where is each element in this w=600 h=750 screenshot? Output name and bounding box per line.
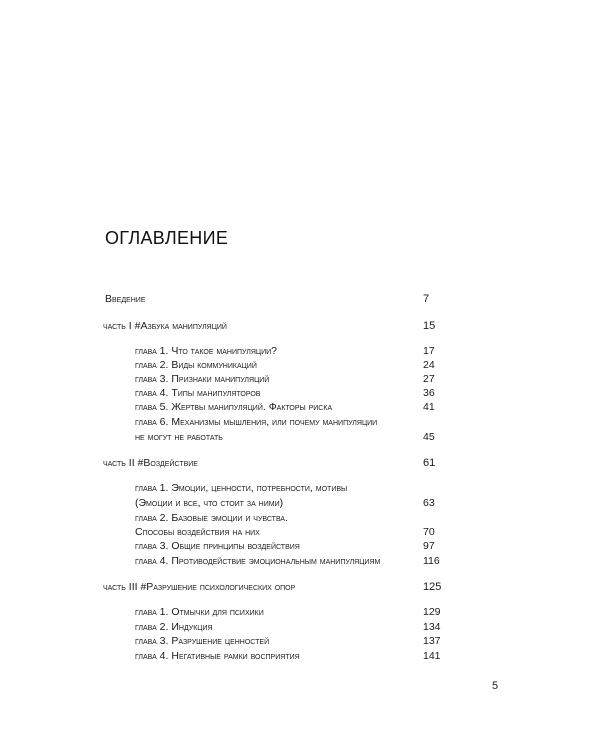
toc-entry-page: 97: [423, 540, 435, 552]
toc-entry-text: глава 2. Базовые эмоции и чувства.: [135, 512, 288, 524]
toc-entry-text: глава 3. Разрушение ценностей: [135, 635, 270, 647]
toc-entry-text: Введение: [105, 293, 146, 305]
toc-entry-text: не могут не работать: [135, 431, 223, 443]
toc-entry-text: часть III #Разрушение психологических опор: [103, 581, 296, 593]
toc-entry-page: 63: [423, 497, 435, 509]
toc-entry-text: глава 1. Эмоции, ценности, потребности, мотивы: [135, 482, 348, 494]
toc-entry-text: глава 1. Что такое манипуляции?: [135, 345, 277, 357]
toc-entry-page: 36: [423, 387, 435, 399]
toc-entry-text: глава 6. Механизмы мышления, или почему манипуляции: [135, 416, 378, 428]
toc-entry-page: 24: [423, 359, 435, 371]
toc-entry-text: глава 3. Признаки манипуляций: [135, 373, 270, 385]
toc-entry-text: часть I #Азбука манипуляций: [103, 320, 227, 332]
toc-entry-page: 141: [423, 650, 441, 662]
toc-entry-page: 17: [423, 345, 435, 357]
toc-entry-page: 70: [423, 526, 435, 538]
toc-entry-page: 134: [423, 621, 441, 633]
toc-entry-page: 15: [423, 320, 436, 332]
page-number: 5: [492, 680, 499, 692]
toc-entry-page: 61: [423, 457, 436, 469]
toc-entry-text: глава 2. Индукция: [135, 621, 213, 633]
page-title: ОГЛАВЛЕНИЕ: [105, 228, 229, 248]
toc-entry-text: глава 4. Типы манипуляторов: [135, 387, 261, 399]
toc-entry-text: глава 1. Отмычки для психики: [135, 606, 264, 618]
toc-entry-text: (Эмоции и все, что стоит за ними): [135, 497, 284, 509]
toc-entry-page: 27: [423, 373, 435, 385]
toc-entry-text: Способы воздействия на них: [135, 526, 260, 538]
toc-entry-text: глава 5. Жертвы манипуляций. Факторы риска: [135, 401, 333, 413]
toc-entry-page: 45: [423, 431, 435, 443]
toc-entry-page: 116: [423, 555, 440, 567]
toc-entry-page: 41: [423, 401, 435, 413]
toc-entry-text: глава 4. Негативные рамки восприятия: [135, 650, 300, 662]
toc-entry-page: 137: [423, 635, 441, 647]
toc-entry-page: 7: [423, 293, 430, 305]
toc-entry-text: часть II #Воздействие: [103, 457, 198, 469]
toc-entry-text: глава 3. Общие принципы воздействия: [135, 540, 300, 552]
toc-entry-page: 125: [423, 581, 442, 593]
toc-entry-text: глава 2. Виды коммуникаций: [135, 359, 257, 371]
toc-entry-text: глава 4. Противодействие эмоциональным манипуляциям: [135, 555, 381, 567]
toc-entry-page: 129: [423, 606, 441, 618]
